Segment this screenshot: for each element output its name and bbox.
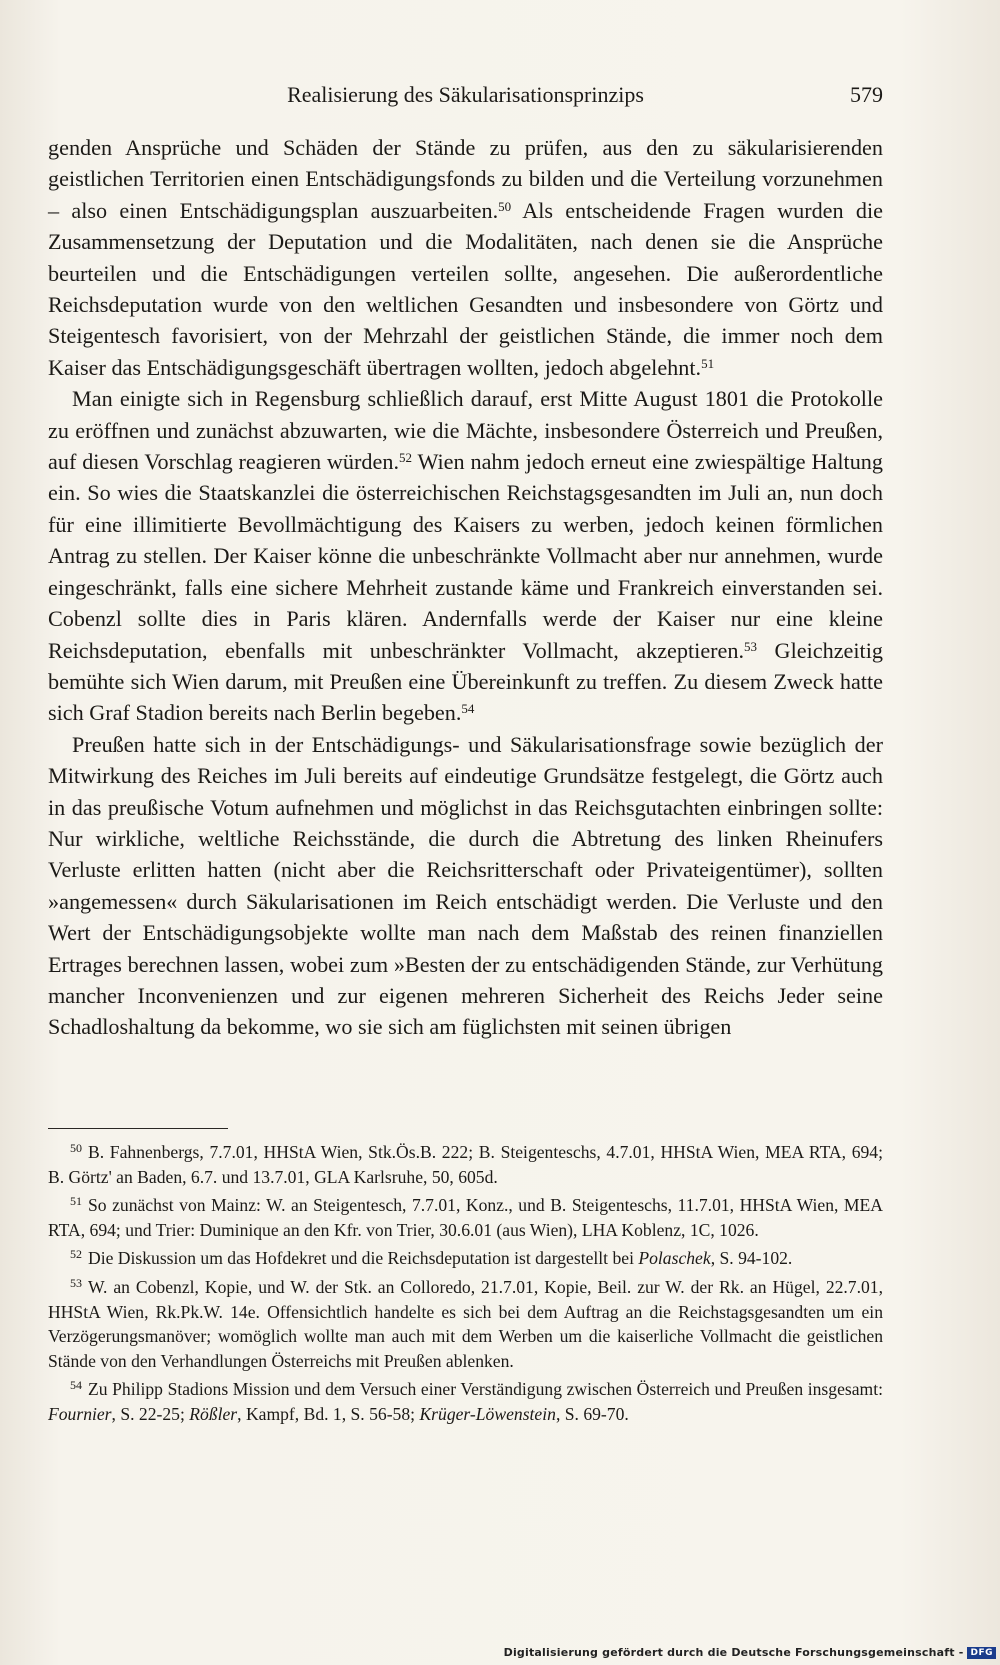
footnotes xyxy=(48,1140,883,1431)
footnote-51 xyxy=(48,1193,883,1242)
footnote-ref-54: 54 xyxy=(461,701,475,717)
cited-author: Rößler xyxy=(189,1403,238,1424)
footnote-text: Die Diskussion um das Hofdekret und die Reichsdeputation ist dargestellt bei xyxy=(88,1248,639,1269)
footnote-number: 53 xyxy=(70,1275,82,1290)
footnote-separator xyxy=(48,1128,228,1129)
footnote-text: B. Fahnenbergs, 7.7.01, HHStA Wien, Stk.Ös.B. 222; B. Steigenteschs, 4.7.01, HHStA Wien, MEA RTA, 694; B. Görtz' an Baden, 6.7. und 13.7.01, GLA Karlsruhe, 50, 605d. xyxy=(48,1142,883,1187)
paragraph-2 xyxy=(48,383,883,728)
page-number: 579 xyxy=(850,82,883,107)
footnote-ref-52: 52 xyxy=(399,450,412,466)
paragraph-1 xyxy=(48,132,883,383)
paragraph-text: Man einigte sich in Regensburg schließlich darauf, erst Mitte August 1801 die Protokolle zu eröffnen und zunächst abzuwarten, wie die Mächte, insbesondere Österreich und Preußen, auf diesen Vorschlag reagieren würden. xyxy=(48,386,883,475)
cited-author: Krüger-Löwenstein xyxy=(419,1403,556,1424)
paragraph-text: genden Ansprüche und Schäden der Stände zu prüfen, aus den zu säkularisierenden geistlichen Territorien einen Entschädigungsfonds zu bilden und die Verteilung vorzunehmen – also einen Entschädigungsplan auszuarbeiten. xyxy=(48,135,883,223)
paragraph-text: Wien nahm jedoch erneut eine zwiespältige Haltung ein. So wies die Staatskanzlei die österreichischen Reichstagsgesandten im Juli an, nun doch für eine illimitierte Bevollmächtigung des Kaisers zu werben, jedoch keinen förmlichen Antrag zu stellen. Der Kaiser könne die unbeschränkte Vollmacht aber nur annehmen, wurde eingeschränkt, falls eine sichere Mehrheit zustande käme und Frankreich einverstanden sei. Cobenzl sollte dies in Paris klären. Andernfalls werde der Kaiser nur eine kleine Reichsdeputation, ebenfalls mit unbeschränkter Vollmacht, akzeptieren. xyxy=(48,449,883,663)
watermark-text: Digitalisierung gefördert durch die Deutsche Forschungsgemeinschaft - xyxy=(503,1646,964,1659)
footnote-text: , S. 94-102. xyxy=(710,1248,793,1269)
footnote-text: Zu Philipp Stadions Mission und dem Versuch einer Verständigung zwischen Österreich und Preußen insgesamt: xyxy=(88,1379,883,1400)
footnote-number: 54 xyxy=(70,1378,82,1393)
footnote-text: , S. 22-25; xyxy=(111,1403,190,1424)
footnote-50 xyxy=(48,1140,883,1189)
paragraph-3: Preußen hatte sich in der Entschädigungs- und Säkularisationsfrage sowie bezüglich der Mitwirkung des Reiches im Juli bereits auf eindeutige Grundsätze festgelegt, die Görtz auch in das preußische Votum aufnehmen und möglichst in das Reichsgutachten einbringen sollte: Nur wirkliche, weltliche Reichsstände, die durch die Abtretung des linken Rheinufers Verluste erlitten hatten (nicht aber die Reichsritterschaft oder Privateigentümer), sollten »angemessen« durch Säkularisationen im Reich entschädigt werden. Die Verluste und den Wert der Entschädigungsobjekte wollte man nach dem Maßstab des reinen finanziellen Ertrages berechnen lassen, wobei zum »Besten der zu entschädigenden Stände, zur Verhütung mancher Inconvenienzen und zur eigenen mehreren Sicherheit des Reichs Jeder seine Schadloshaltung da bekomme, wo sie sich am füglichsten mit seinen übrigen xyxy=(48,731,883,1040)
main-text xyxy=(48,132,883,1043)
running-title: Realisierung des Säkularisationsprinzips xyxy=(287,82,644,107)
footnote-text: W. an Cobenzl, Kopie, und W. der Stk. an Colloredo, 21.7.01, Kopie, Beil. zur W. der Rk. an Hügel, 22.7.01, HHStA Wien, Rk.Pk.W. 14e. Offensichtlich handelte es sich bei dem Auftrag an die Reichstagsgesandten um ein Verzögerungsmanöver; womöglich wollte man auch mit dem Werben um die kaiserliche Vollmacht die geistlichen Stände von den Verhandlungen Österreichs mit Preußen ablenken. xyxy=(48,1276,883,1371)
cited-author: Polaschek xyxy=(638,1248,711,1269)
paragraph-text: Als entscheidende Fragen wurden die Zusammensetzung der Deputation und die Modalitäten, nach denen sie die Ansprüche beurteilen und die Entschädigungen verteilen sollte, angesehen. Die außerordentliche Reichsdeputation wurde von den weltlichen Gesandten und insbesondere von Görtz und Steigentesch favorisiert, von der Mehrzahl der geistlichen Stände, die immer noch dem Kaiser das Entschädigungsgeschäft übertragen wollten, jedoch abgelehnt. xyxy=(48,197,883,380)
footnote-52 xyxy=(48,1246,883,1271)
footnote-text: So zunächst von Mainz: W. an Steigentesch, 7.7.01, Konz., und B. Steigenteschs, 11.7.01, HHStA Wien, MEA RTA, 694; und Trier: Duminique an den Kfr. von Trier, 30.6.01 (aus Wien), LHA Koblenz, 1C, 1026. xyxy=(48,1195,883,1240)
page-header xyxy=(48,78,883,112)
footnote-number: 50 xyxy=(70,1141,82,1155)
cited-author: Fournier xyxy=(48,1403,112,1424)
digitization-watermark xyxy=(504,1646,996,1659)
dfg-logo: DFG xyxy=(967,1647,996,1659)
footnote-ref-50: 50 xyxy=(498,198,512,214)
footnote-text: , Kampf, Bd. 1, S. 56-58; xyxy=(237,1403,420,1424)
footnote-53 xyxy=(48,1275,883,1373)
footnote-number: 51 xyxy=(70,1194,82,1209)
paragraph-text: Gleichzeitig bemühte sich Wien darum, mit Preußen eine Übereinkunft zu treffen. Zu diesem Zweck hatte sich Graf Stadion bereits nach Berlin begeben. xyxy=(48,637,883,726)
footnote-ref-51: 51 xyxy=(701,355,715,371)
footnote-number: 52 xyxy=(70,1247,82,1262)
footnote-54 xyxy=(48,1377,883,1426)
footnote-ref-53: 53 xyxy=(744,638,758,654)
footnote-text: , S. 69-70. xyxy=(555,1403,629,1424)
